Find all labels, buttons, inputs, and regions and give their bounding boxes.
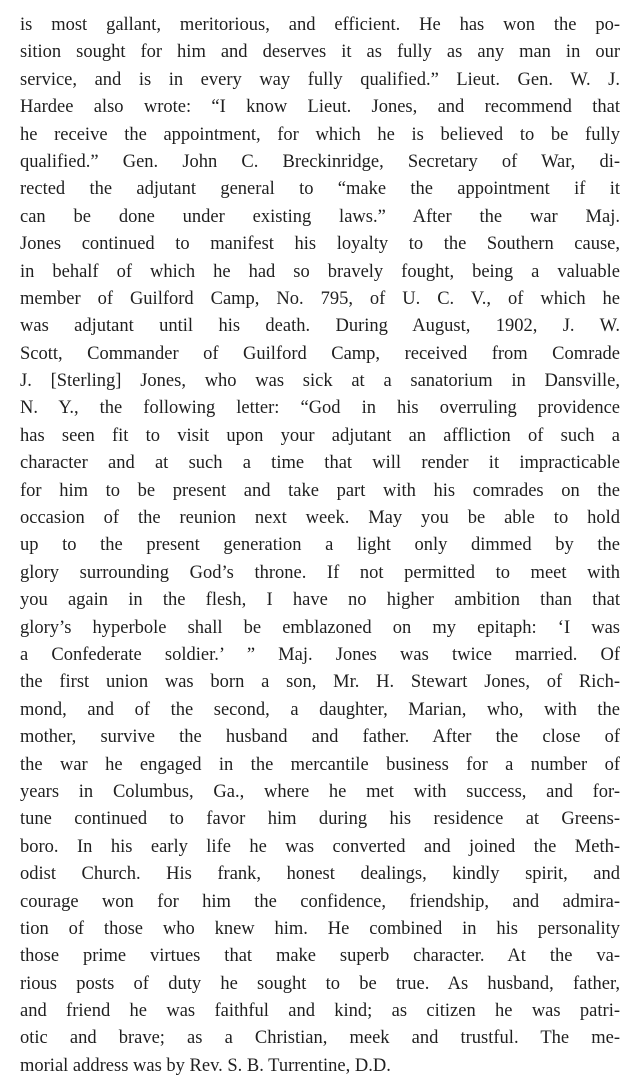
text-line: tune continued to favor him during his residence at Greens-	[20, 809, 620, 830]
text-line: service, and is in every way fully qualified.” Lieut. Gen. W. J.	[20, 69, 620, 90]
text-line: qualified.” Gen. John C. Breckinridge, Secretary of War, di-	[20, 151, 620, 172]
text-line: courage won for him the confidence, friendship, and admira-	[20, 891, 620, 912]
text-line: rious posts of duty he sought to be true. As husband, father,	[20, 973, 620, 994]
body-text	[20, 12, 620, 1080]
text-line: the first union was born a son, Mr. H. Stewart Jones, of Rich-	[20, 672, 620, 693]
text-line: in behalf of which he had so bravely fought, being a valuable	[20, 261, 620, 282]
text-line: member of Guilford Camp, No. 795, of U. C. V., of which he	[20, 288, 620, 309]
text-line: morial address was by Rev. S. B. Turrentine, D.D.	[20, 1055, 391, 1076]
text-line: and friend he was faithful and kind; as citizen he was patri-	[20, 1001, 620, 1022]
text-line: character and at such a time that will render it impracticable	[20, 453, 620, 474]
text-line: mother, survive the husband and father. After the close of	[20, 727, 620, 748]
text-line: Jones continued to manifest his loyalty to the Southern cause,	[20, 234, 620, 255]
text-line: rected the adjutant general to “make the appointment if it	[20, 179, 620, 200]
text-line: a Confederate soldier.’ ” Maj. Jones was twice married. Of	[20, 644, 620, 665]
text-line: mond, and of the second, a daughter, Marian, who, with the	[20, 699, 620, 720]
text-line: has seen fit to visit upon your adjutant an affliction of such a	[20, 425, 620, 446]
text-line: Scott, Commander of Guilford Camp, received from Comrade	[20, 343, 620, 364]
text-line: he receive the appointment, for which he is believed to be fully	[20, 124, 620, 145]
text-line: you again in the flesh, I have no higher ambition than that	[20, 590, 620, 611]
text-line: Hardee also wrote: “I know Lieut. Jones, and recommend that	[20, 97, 620, 118]
text-line: years in Columbus, Ga., where he met with success, and for-	[20, 781, 620, 802]
text-line: occasion of the reunion next week. May you be able to hold	[20, 508, 620, 529]
text-line: glory’s hyperbole shall be emblazoned on my epitaph: ‘I was	[20, 617, 620, 638]
text-line: odist Church. His frank, honest dealings, kindly spirit, and	[20, 864, 620, 885]
text-line: is most gallant, meritorious, and efficient. He has won the po-	[20, 15, 620, 35]
text-line: the war he engaged in the mercantile business for a number of	[20, 754, 620, 775]
text-line: sition sought for him and deserves it as fully as any man in our	[20, 42, 620, 63]
text-line: those prime virtues that make superb character. At the va-	[20, 946, 620, 967]
text-line: tion of those who knew him. He combined in his personality	[20, 918, 620, 939]
text-line: N. Y., the following letter: “God in his overruling providence	[20, 398, 620, 419]
text-line: glory surrounding God’s throne. If not permitted to meet with	[20, 562, 620, 583]
text-line: otic and brave; as a Christian, meek and trustful. The me-	[20, 1028, 620, 1049]
text-line: can be done under existing laws.” After the war Maj.	[20, 206, 620, 227]
text-line: was adjutant until his death. During August, 1902, J. W.	[20, 316, 620, 337]
text-line: for him to be present and take part with his comrades on the	[20, 480, 620, 501]
text-line: up to the present generation a light only dimmed by the	[20, 535, 620, 556]
text-line: boro. In his early life he was converted and joined the Meth-	[20, 836, 620, 857]
text-line: J. [Sterling] Jones, who was sick at a sanatorium in Dansville,	[20, 371, 620, 392]
